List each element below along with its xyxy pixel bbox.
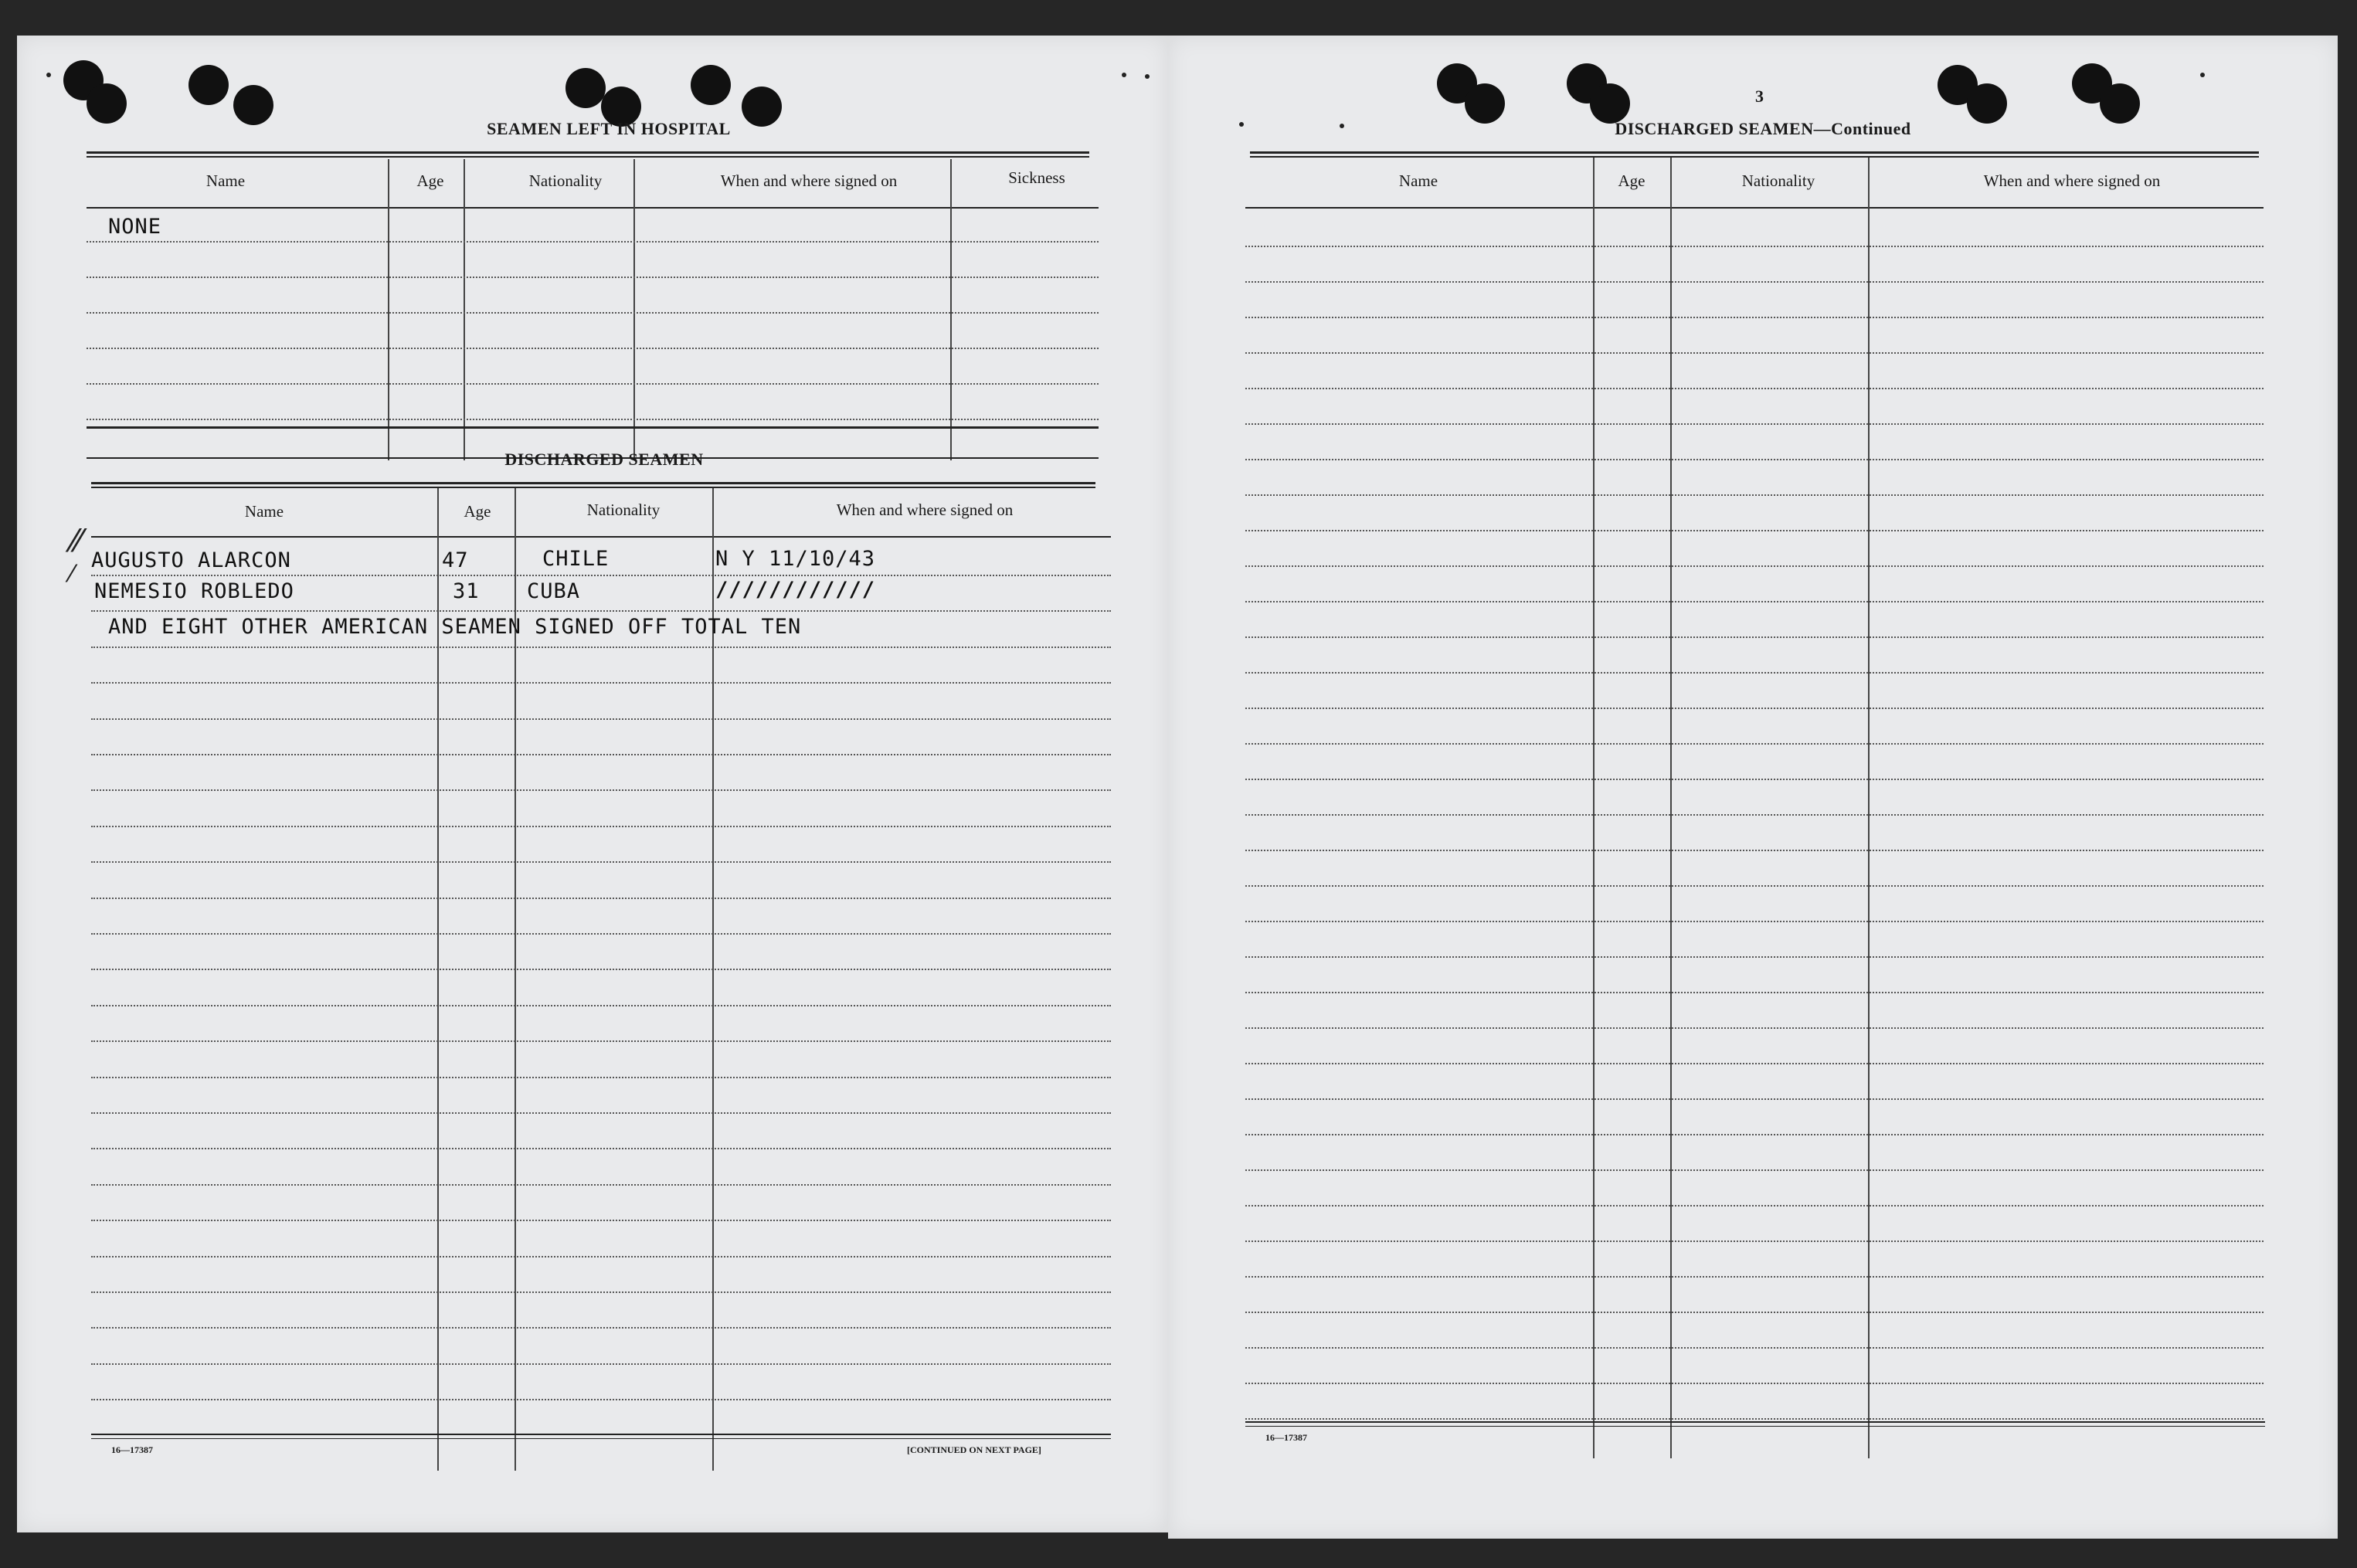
row-line (1245, 1312, 2264, 1313)
row-line (91, 610, 1111, 612)
punch-hole (2100, 83, 2140, 124)
title-suffix: —Continued (1813, 119, 1911, 138)
row-line (91, 933, 1111, 935)
row-line (1245, 814, 2264, 816)
row-line (91, 1363, 1111, 1365)
title-main: DISCHARGED SEAMEN (1615, 119, 1814, 138)
row-line (87, 348, 1099, 349)
row-line (1245, 1418, 2264, 1420)
rule (1245, 1426, 2265, 1427)
row-line (91, 1112, 1111, 1114)
row-line (91, 1291, 1111, 1293)
continued-col-name: Name (1398, 171, 1438, 190)
row-line (1245, 1240, 2264, 1242)
seaman-age: 31 (453, 579, 480, 603)
row-line (91, 1327, 1111, 1329)
row-line (91, 861, 1111, 863)
continued-note: [CONTINUED ON NEXT PAGE] (907, 1444, 1041, 1455)
row-line (1245, 921, 2264, 922)
punch-hole (565, 68, 606, 108)
discharged-col-name: Name (244, 502, 284, 521)
row-line (1245, 494, 2264, 496)
row-line (91, 647, 1111, 648)
column-divider (464, 159, 465, 460)
rule (87, 207, 1099, 209)
punch-hole (1967, 83, 2007, 124)
continued-col-age: Age (1618, 171, 1645, 190)
seaman-age: 47 (442, 548, 469, 572)
row-line (1245, 1134, 2264, 1135)
speck (1340, 124, 1344, 128)
row-line (1245, 1169, 2264, 1171)
row-line (91, 789, 1111, 791)
punch-hole (233, 85, 273, 125)
row-line (1245, 636, 2264, 638)
row-line (91, 1077, 1111, 1078)
row-line (1245, 992, 2264, 993)
row-line (91, 1184, 1111, 1186)
row-line (1245, 672, 2264, 674)
row-line (91, 575, 1111, 576)
continued-col-signed-on: When and where signed on (1983, 171, 2161, 190)
seaman-signed-on: //////////// (715, 578, 876, 602)
hospital-col-name: Name (205, 171, 246, 190)
rule (1250, 151, 2259, 158)
row-line (91, 754, 1111, 755)
rule (91, 536, 1111, 538)
row-line (91, 1148, 1111, 1149)
hospital-title: SEAMEN LEFT IN HOSPITAL (487, 119, 731, 138)
rule (1245, 1421, 2265, 1423)
discharged-continued-title (1516, 119, 2010, 139)
punch-hole (691, 65, 731, 105)
discharged-title: DISCHARGED SEAMEN (504, 450, 704, 469)
row-line (1245, 1276, 2264, 1278)
row-line (91, 1005, 1111, 1006)
row-line (87, 312, 1099, 314)
seaman-nationality: CHILE (542, 547, 610, 571)
row-line (91, 1040, 1111, 1042)
hospital-col-sickness: Sickness (1008, 168, 1065, 187)
rule (87, 426, 1099, 429)
speck (2200, 73, 2205, 77)
discharged-note: AND EIGHT OTHER AMERICAN SEAMEN SIGNED OFF TOTAL TEN (108, 615, 802, 639)
row-line (1245, 956, 2264, 958)
speck (46, 73, 51, 77)
continued-col-nationality: Nationality (1741, 171, 1815, 190)
rule (91, 482, 1095, 488)
row-line (91, 1220, 1111, 1221)
rule (91, 1438, 1111, 1439)
punch-hole (1465, 83, 1505, 124)
row-line (87, 241, 1099, 243)
row-line (1245, 1063, 2264, 1064)
rule (87, 151, 1089, 158)
column-divider (633, 159, 635, 460)
row-line (1245, 850, 2264, 851)
hospital-col-nationality: Nationality (528, 171, 603, 190)
discharged-col-nationality: Nationality (586, 501, 661, 519)
row-line (91, 969, 1111, 970)
row-line (1245, 1347, 2264, 1349)
punch-hole (188, 65, 229, 105)
row-line (87, 383, 1099, 385)
form-number: 16—17387 (1265, 1432, 1307, 1443)
column-divider (950, 159, 952, 460)
row-line (1245, 1027, 2264, 1029)
rule (1245, 207, 2264, 209)
row-line (1245, 352, 2264, 354)
punch-hole (87, 83, 127, 124)
seaman-name: AUGUSTO ALARCON (91, 548, 291, 572)
speck (1145, 74, 1150, 79)
row-line (1245, 743, 2264, 745)
right-page (1168, 36, 2338, 1539)
seaman-name: NEMESIO ROBLEDO (94, 579, 294, 603)
row-line (1245, 1383, 2264, 1384)
hospital-col-signed-on: When and where signed on (720, 171, 898, 190)
seaman-signed-on: N Y 11/10/43 (715, 547, 876, 571)
row-line (1245, 1205, 2264, 1207)
seaman-nationality: CUBA (527, 579, 581, 603)
left-page (17, 36, 1168, 1532)
row-line (87, 277, 1099, 278)
row-line (1245, 388, 2264, 389)
row-line (1245, 459, 2264, 460)
row-line (91, 1256, 1111, 1257)
row-line (1245, 885, 2264, 887)
row-line (1245, 530, 2264, 531)
row-line (1245, 317, 2264, 318)
rule (91, 1434, 1111, 1435)
row-line (1245, 779, 2264, 780)
speck (1239, 122, 1244, 127)
hospital-entry: NONE (108, 215, 162, 239)
row-line (91, 682, 1111, 684)
page-number: 3 (1755, 87, 1764, 106)
row-line (87, 419, 1099, 420)
row-line (91, 826, 1111, 827)
column-divider (388, 159, 389, 460)
discharged-col-age: Age (464, 502, 491, 521)
check-mark-icon: ⁄⁄ (71, 524, 82, 559)
speck (1122, 73, 1126, 77)
row-line (1245, 708, 2264, 709)
row-line (91, 718, 1111, 720)
row-line (91, 898, 1111, 899)
row-line (1245, 281, 2264, 283)
punch-hole (1590, 83, 1630, 124)
row-line (1245, 423, 2264, 425)
hospital-col-age: Age (416, 171, 444, 190)
discharged-col-signed-on: When and where signed on (836, 501, 1014, 519)
row-line (91, 1399, 1111, 1400)
row-line (1245, 1098, 2264, 1100)
form-number: 16—17387 (111, 1444, 153, 1455)
row-line (1245, 601, 2264, 602)
row-line (1245, 565, 2264, 567)
check-mark-icon: ⁄ (70, 561, 74, 588)
row-line (1245, 246, 2264, 247)
